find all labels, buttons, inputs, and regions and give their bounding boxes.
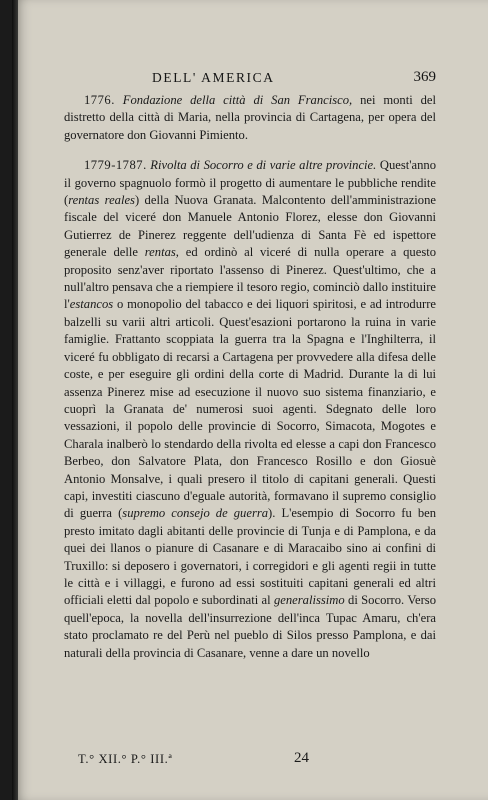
entry-date: 1779-1787. [84, 158, 147, 173]
entry-text: ). L'esempio di Socorro fu ben presto imitato dagli abitanti delle provincie di Tunja e di Pamplona, e da quei dei llanos o pianure di Casanare e di Maracaibo sino ai confini di Truxillo: si deposero i governatori, i corregidori e gli agenti regii in tutte le città e i villaggi, e furono ad essi sostituiti capitani generali ed altri officiali eletti dal popolo e subordinati al [64, 506, 436, 608]
entry-text: , ed ordinò al viceré di nulla operare a questo proposito senz'aver riportato l'assenso di Pinerez. Quest'ultimo, che a null'altro pensava che a riempiere il tesoro regio, cominciò dallo instituire l' [64, 245, 437, 312]
entry-1776 [64, 92, 436, 144]
entry-text: nei monti del distretto della città di Maria, nella provincia di Cartagena, per opera del governatore don Giovanni Pimiento. [64, 93, 437, 142]
entry-date: 1776. [84, 93, 115, 107]
running-title: DELL' AMERICA [152, 70, 275, 85]
italic-term: estancos [69, 297, 114, 312]
signature-number: 24 [294, 750, 309, 766]
italic-term: generalissimo [274, 593, 345, 608]
entry-title: Rivolta di Socorro e di varie altre provincie. [150, 158, 377, 173]
entry-1779-1787 [64, 157, 436, 662]
book-page [12, 0, 488, 800]
entry-text: Quest'anno il governo spagnuolo formò il progetto di aumentare le pubbliche rendite ( [64, 158, 436, 208]
italic-term: supremo consejo de guerra [122, 506, 269, 521]
page-gutter-shadow [12, 0, 18, 800]
entry-text: di Socorro. Verso quell'epoca, la novella dell'insurrezione dell'inca Tupac Amaru, ch'era stato proclamato re del Perù nel pueblo di Silos presso Pamplona, e dai naturali della provincia di Casanare, venne a dare un novello [64, 593, 436, 660]
entry-text: o monopolio del tabacco e dei liquori spiritosi, e ad introdurre balzelli su varii altri articoli. Quest'esazioni portarono la ruina in varie famiglie. Frattanto scoppiata la guerra tra la Spagna e l'Inghilterra, il viceré fu obbligato di recarsi a Cartagena per provvedere alla difesa delle coste, e per eseguire gli ordini della corte di Madrid. Durante la di lui assenza Pinerez mise ad esecuzione il nuovo suo sistema finanziario, e cuoprì la Granata de' numerosi suoi agenti. Sdegnato delle loro vessazioni, il popolo delle provincie di Socorro, Simacota, Mogotes e Charala inalberò lo stendardo della rivolta ed elesse a capi don Francesco Berbeo, don Salvatore Plata, don Francesco Rosillo e don Giosuè Antonio Monsalve, i quali presero il titolo di capitani generali. Questi capi, investiti ciascuno d'eguale autorità, formavano il supremo consiglio di guerra ( [64, 297, 436, 521]
italic-term: rentas reales [68, 193, 135, 208]
entry-text: ) della Nuova Granata. Malcontento dell'amministrazione fiscale del viceré don Manuele Antonio Florez, elesse don Giovanni Gutierrez de Pinerez reggente dell'udienza di Santa Fè ed ispettore generale delle [64, 193, 436, 260]
volume-signature: T.° XII.° P.° III.ª [78, 752, 173, 766]
italic-term: rentas [144, 245, 176, 260]
page-body [64, 92, 436, 662]
page-number: 369 [413, 69, 436, 85]
entry-title: Fondazione della città di San Francisco, [122, 93, 353, 107]
page-footer [64, 752, 436, 772]
page-header [64, 70, 436, 90]
